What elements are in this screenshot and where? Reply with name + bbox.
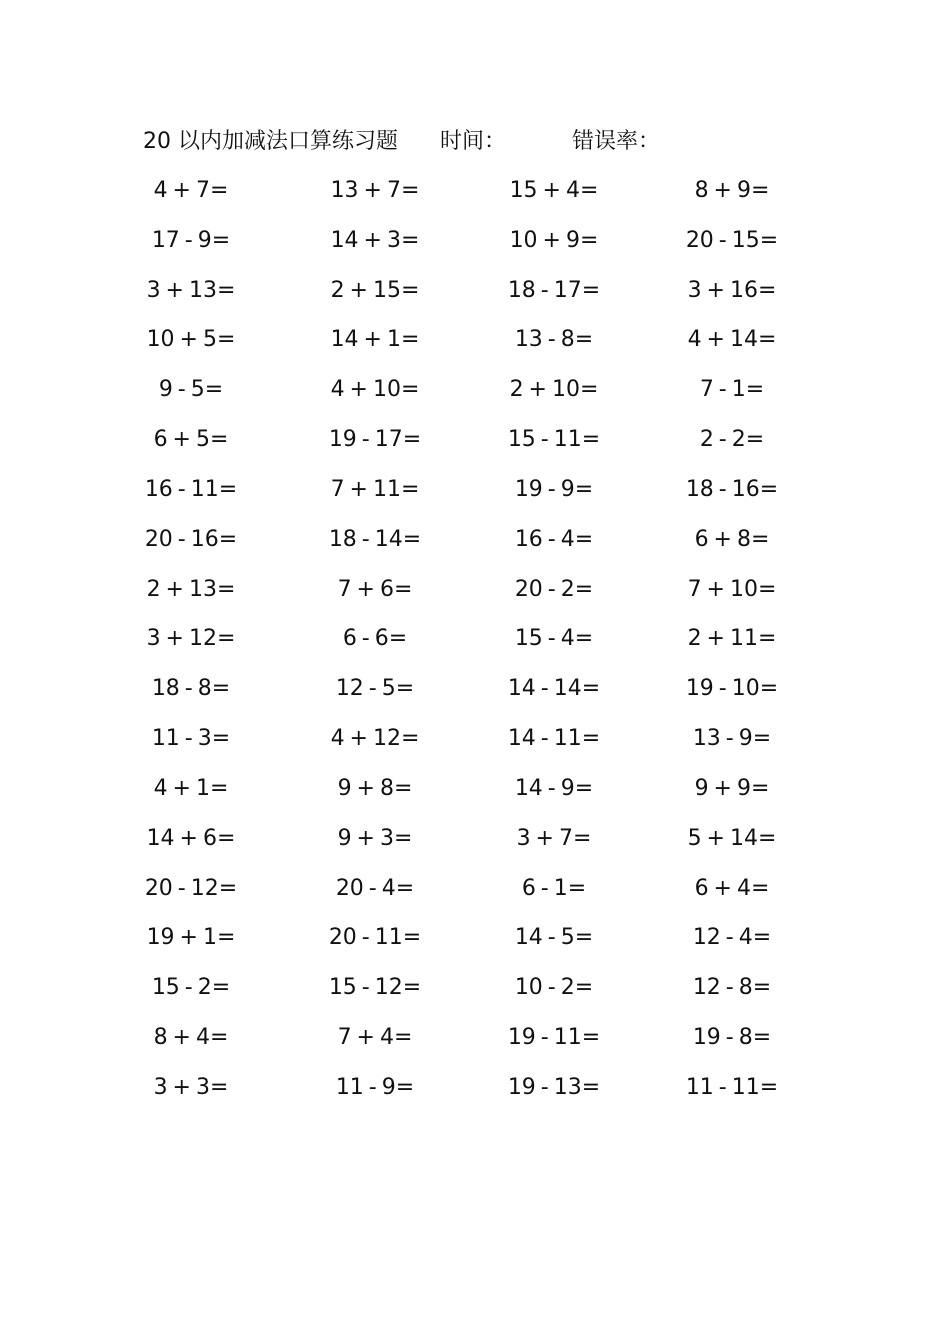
arithmetic-problem: 7 + 10= bbox=[687, 576, 777, 602]
arithmetic-problem: 16 - 11= bbox=[144, 476, 238, 502]
arithmetic-problem: 7 + 6= bbox=[337, 576, 413, 602]
problem-row bbox=[0, 864, 950, 914]
arithmetic-problem: 10 + 5= bbox=[146, 327, 236, 353]
arithmetic-problem: 14 + 6= bbox=[146, 825, 236, 851]
arithmetic-problem: 14 - 5= bbox=[514, 925, 594, 951]
problem-row bbox=[0, 166, 950, 216]
arithmetic-problem: 19 - 11= bbox=[507, 1025, 601, 1051]
arithmetic-problem: 20 - 4= bbox=[335, 875, 415, 901]
arithmetic-problem: 14 - 14= bbox=[507, 676, 601, 702]
arithmetic-problem: 6 + 8= bbox=[694, 526, 770, 552]
arithmetic-problem: 16 - 4= bbox=[514, 526, 594, 552]
arithmetic-problem: 15 - 2= bbox=[151, 975, 231, 1001]
arithmetic-problem: 10 + 9= bbox=[509, 227, 599, 253]
worksheet-title: 20 以内加减法口算练习题 bbox=[143, 129, 398, 154]
problem-row bbox=[0, 266, 950, 316]
arithmetic-problem: 8 + 4= bbox=[153, 1025, 229, 1051]
problem-row bbox=[0, 913, 950, 963]
arithmetic-problem: 3 + 7= bbox=[516, 825, 592, 851]
arithmetic-problem: 18 - 17= bbox=[507, 277, 601, 303]
arithmetic-problem: 7 + 4= bbox=[337, 1025, 413, 1051]
arithmetic-problem: 15 - 4= bbox=[514, 626, 594, 652]
arithmetic-problem: 2 + 13= bbox=[146, 576, 236, 602]
arithmetic-problem: 9 + 9= bbox=[694, 775, 770, 801]
arithmetic-problem: 7 - 1= bbox=[699, 377, 765, 403]
arithmetic-problem: 3 + 12= bbox=[146, 626, 236, 652]
arithmetic-problem: 19 - 17= bbox=[328, 427, 422, 453]
problem-grid bbox=[0, 166, 950, 1113]
arithmetic-problem: 7 + 11= bbox=[330, 476, 420, 502]
arithmetic-problem: 19 - 9= bbox=[514, 476, 594, 502]
problem-row bbox=[0, 963, 950, 1013]
arithmetic-problem: 14 - 9= bbox=[514, 775, 594, 801]
arithmetic-problem: 13 + 7= bbox=[330, 178, 420, 203]
arithmetic-problem: 4 + 7= bbox=[153, 178, 229, 203]
arithmetic-problem: 13 - 9= bbox=[692, 726, 772, 752]
arithmetic-problem: 15 - 11= bbox=[507, 427, 601, 453]
problem-row bbox=[0, 714, 950, 764]
arithmetic-problem: 3 + 3= bbox=[153, 1074, 229, 1100]
time-label: 时间： bbox=[440, 129, 507, 154]
problem-row bbox=[0, 664, 950, 714]
arithmetic-problem: 14 + 3= bbox=[330, 227, 420, 253]
problem-row bbox=[0, 216, 950, 266]
arithmetic-problem: 20 - 15= bbox=[685, 227, 779, 253]
problem-row bbox=[0, 1063, 950, 1113]
arithmetic-problem: 19 + 1= bbox=[146, 925, 236, 951]
arithmetic-problem: 11 - 9= bbox=[335, 1074, 415, 1100]
arithmetic-problem: 9 - 5= bbox=[158, 377, 224, 403]
arithmetic-problem: 10 - 2= bbox=[514, 975, 594, 1001]
arithmetic-problem: 19 - 13= bbox=[507, 1074, 601, 1100]
arithmetic-problem: 9 + 3= bbox=[337, 825, 413, 851]
arithmetic-problem: 20 - 2= bbox=[514, 576, 594, 602]
arithmetic-problem: 6 - 6= bbox=[342, 626, 408, 652]
problem-row bbox=[0, 465, 950, 515]
arithmetic-problem: 8 + 9= bbox=[694, 178, 770, 203]
worksheet-header bbox=[0, 124, 950, 160]
problem-row bbox=[0, 1013, 950, 1063]
arithmetic-problem: 11 - 3= bbox=[151, 726, 231, 752]
arithmetic-problem: 2 - 2= bbox=[699, 427, 765, 453]
arithmetic-problem: 4 + 10= bbox=[330, 377, 420, 403]
arithmetic-problem: 9 + 8= bbox=[337, 775, 413, 801]
arithmetic-problem: 3 + 16= bbox=[687, 277, 777, 303]
problem-row bbox=[0, 365, 950, 415]
arithmetic-problem: 2 + 15= bbox=[330, 277, 420, 303]
arithmetic-problem: 2 + 11= bbox=[687, 626, 777, 652]
arithmetic-problem: 15 + 4= bbox=[509, 178, 599, 203]
arithmetic-problem: 11 - 11= bbox=[685, 1074, 779, 1100]
arithmetic-problem: 13 - 8= bbox=[514, 327, 594, 353]
arithmetic-problem: 3 + 13= bbox=[146, 277, 236, 303]
arithmetic-problem: 5 + 14= bbox=[687, 825, 777, 851]
arithmetic-problem: 18 - 14= bbox=[328, 526, 422, 552]
problem-row bbox=[0, 565, 950, 615]
arithmetic-problem: 2 + 10= bbox=[509, 377, 599, 403]
arithmetic-problem: 4 + 1= bbox=[153, 775, 229, 801]
arithmetic-problem: 14 - 11= bbox=[507, 726, 601, 752]
arithmetic-problem: 6 + 5= bbox=[153, 427, 229, 453]
arithmetic-problem: 19 - 10= bbox=[685, 676, 779, 702]
arithmetic-problem: 18 - 16= bbox=[685, 476, 779, 502]
problem-row bbox=[0, 415, 950, 465]
arithmetic-problem: 4 + 12= bbox=[330, 726, 420, 752]
problem-row bbox=[0, 614, 950, 664]
arithmetic-problem: 6 + 4= bbox=[694, 875, 770, 901]
arithmetic-problem: 15 - 12= bbox=[328, 975, 422, 1001]
arithmetic-problem: 4 + 14= bbox=[687, 327, 777, 353]
arithmetic-problem: 12 - 5= bbox=[335, 676, 415, 702]
problem-row bbox=[0, 764, 950, 814]
problem-row bbox=[0, 515, 950, 565]
arithmetic-problem: 20 - 16= bbox=[144, 526, 238, 552]
arithmetic-problem: 6 - 1= bbox=[521, 875, 587, 901]
error-rate-label: 错误率： bbox=[572, 129, 661, 154]
arithmetic-problem: 19 - 8= bbox=[692, 1025, 772, 1051]
arithmetic-problem: 20 - 12= bbox=[144, 875, 238, 901]
arithmetic-problem: 18 - 8= bbox=[151, 676, 231, 702]
arithmetic-problem: 14 + 1= bbox=[330, 327, 420, 353]
problem-row bbox=[0, 814, 950, 864]
arithmetic-problem: 12 - 8= bbox=[692, 975, 772, 1001]
arithmetic-problem: 20 - 11= bbox=[328, 925, 422, 951]
arithmetic-problem: 17 - 9= bbox=[151, 227, 231, 253]
arithmetic-problem: 12 - 4= bbox=[692, 925, 772, 951]
problem-row bbox=[0, 315, 950, 365]
